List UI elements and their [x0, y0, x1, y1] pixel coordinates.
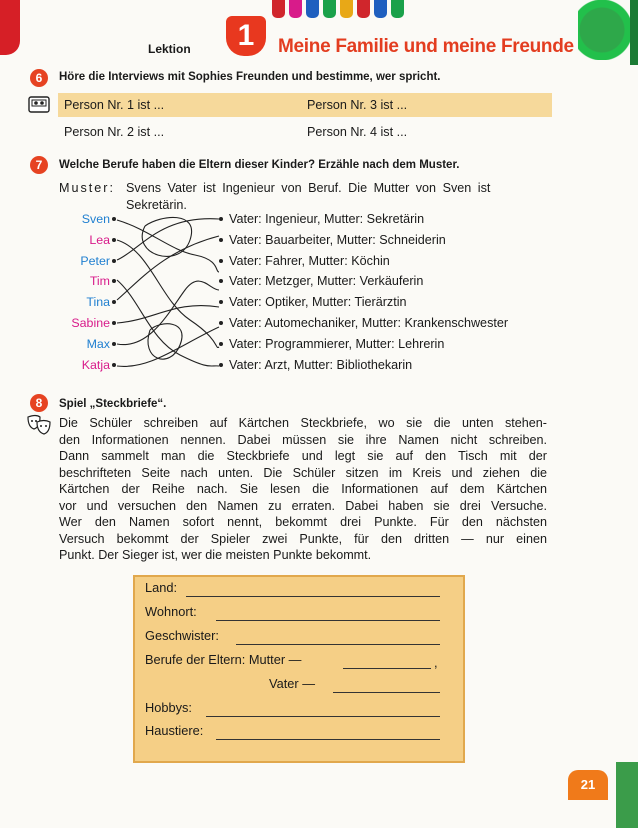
- chapter-number-badge: 1: [226, 16, 266, 56]
- card-line-geschwister[interactable]: [236, 644, 440, 645]
- card-line-wohnort[interactable]: [216, 620, 440, 621]
- card-label-haustiere: Haustiere:: [145, 723, 204, 738]
- task6-instruction: Höre die Interviews mit Sophies Freunden und bestimme, wer spricht.: [59, 71, 441, 83]
- parent-jobs: Vater: Arzt, Mutter: Bibliothekarin: [229, 357, 413, 372]
- person-1-label: Person Nr. 1 ist ...: [64, 98, 165, 112]
- parent-jobs: Vater: Programmierer, Mutter: Lehrerin: [229, 336, 445, 351]
- paragraph-line: Dann sammelt man die Steckbriefe und legt sie auf den Tisch mit der: [59, 449, 547, 463]
- paragraph-line: Die Schüler schreiben auf Kärtchen Steckbriefe, wo sie die unten stehen-: [59, 416, 547, 430]
- parent-jobs: Vater: Fahrer, Mutter: Köchin: [229, 253, 390, 268]
- corner-strip-green-bottom: [616, 762, 638, 828]
- task8-title: Spiel „Steckbriefe“.: [59, 398, 167, 410]
- card-label-wohnort: Wohnort:: [145, 604, 197, 619]
- card-label-vater: Vater —: [269, 676, 315, 691]
- task7-instruction: Welche Berufe haben die Eltern dieser Kinder? Erzähle nach dem Muster.: [59, 159, 460, 171]
- child-name: Max: [86, 336, 110, 351]
- child-name: Lea: [89, 232, 110, 247]
- card-line-vater[interactable]: [333, 692, 440, 693]
- muster-label: Muster:: [59, 181, 115, 195]
- task-number-6: 6: [30, 69, 48, 87]
- card-label-berufe-mutter: Berufe der Eltern: Mutter —: [145, 652, 302, 667]
- paragraph-line: beschrifteten Seite nach unten. Die Schüler sitzen im Kreis und ziehen die: [59, 465, 547, 480]
- muster-line-2: Sekretärin.: [126, 198, 187, 212]
- page-number: 21: [568, 770, 608, 800]
- task-number-8: 8: [30, 394, 48, 412]
- paragraph-line: Kärtchen der Reihe nach. Sie lesen die Informationen auf dem Kärtchen: [59, 482, 547, 496]
- chapter-title: Meine Familie und meine Freunde: [278, 36, 574, 57]
- card-comma: ,: [434, 655, 438, 670]
- muster-line-1: Svens Vater ist Ingenieur von Beruf. Die Mutter von Sven ist: [126, 181, 491, 195]
- card-line-mutter[interactable]: [343, 668, 431, 669]
- paragraph-line: vor und versuchen den Namen zu erraten. Dabei haben sie drei Versuche.: [59, 498, 547, 513]
- card-line-haustiere[interactable]: [216, 739, 440, 740]
- card-label-geschwister: Geschwister:: [145, 628, 219, 643]
- card-label-hobbys: Hobbys:: [145, 700, 192, 715]
- person-4-label: Person Nr. 4 ist ...: [307, 125, 408, 139]
- person-2-label: Person Nr. 2 ist ...: [64, 125, 165, 139]
- parent-jobs: Vater: Ingenieur, Mutter: Sekretärin: [229, 212, 425, 226]
- paragraph-line: Versuch bekommt der Spieler zwei Punkte, für den dritten — nur einen: [59, 531, 547, 546]
- child-name: Peter: [80, 253, 110, 268]
- parent-jobs: Vater: Bauarbeiter, Mutter: Schneiderin: [229, 232, 446, 247]
- child-name: Sven: [81, 212, 110, 226]
- paragraph-line: Wer den Namen sofort nennt, bekommt drei Punkte. Für den nächsten: [59, 515, 547, 529]
- match-line-peter: [117, 219, 219, 260]
- task-number-7: 7: [30, 156, 48, 174]
- loop-line-1: [142, 217, 191, 256]
- child-name: Tina: [86, 295, 110, 310]
- card-line-land[interactable]: [186, 596, 440, 597]
- theater-masks-icon: [26, 414, 52, 438]
- person-3-label: Person Nr. 3 ist ...: [307, 98, 408, 112]
- card-label-land: Land:: [145, 580, 178, 595]
- child-name: Tim: [89, 274, 110, 289]
- parent-jobs: Vater: Automechaniker, Mutter: Krankenschwester: [229, 316, 509, 330]
- parent-jobs: Vater: Metzger, Mutter: Verkäuferin: [229, 274, 424, 289]
- parent-jobs: Vater: Optiker, Mutter: Tierärztin: [229, 295, 407, 310]
- child-name: Katja: [81, 357, 110, 372]
- child-name: Sabine: [71, 316, 110, 330]
- match-line-tina: [117, 236, 219, 300]
- card-line-hobbys[interactable]: [206, 716, 440, 717]
- paragraph-line: den Informationen nennen. Dabei müssen sie ihre Namen nicht schreiben.: [59, 432, 547, 447]
- match-line-sven: [117, 220, 219, 272]
- paragraph-line: Punkt. Der Sieger ist, wer die meisten Punkte bekommt.: [59, 548, 372, 562]
- lektion-label: Lektion: [148, 42, 191, 56]
